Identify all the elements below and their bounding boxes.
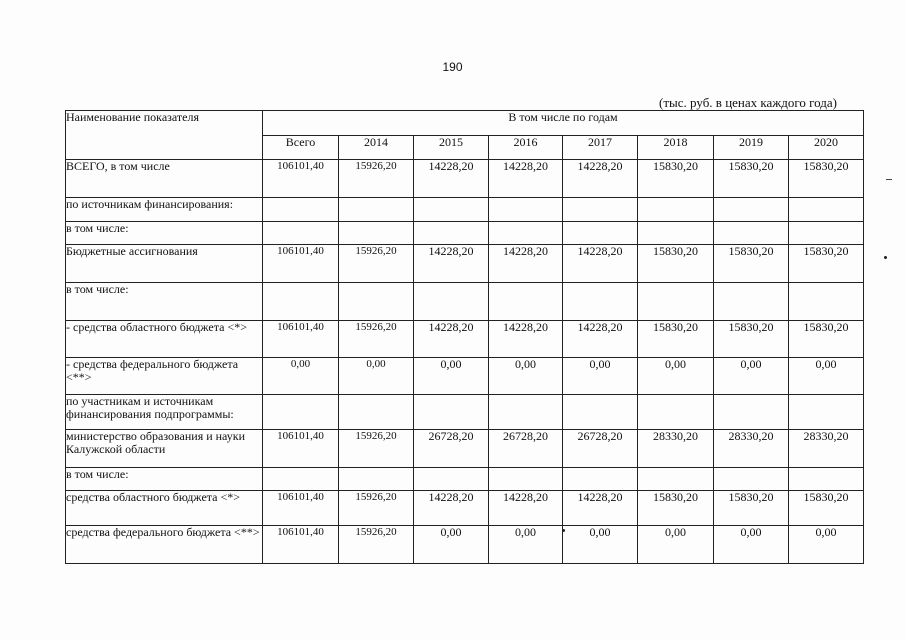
- value-cell: [638, 222, 714, 245]
- value-cell: 14228,20: [414, 321, 489, 358]
- value-cell: 0,00: [489, 358, 563, 395]
- row-label: - средства федерального бюджета <**>: [66, 358, 263, 395]
- value-cell: [489, 283, 563, 321]
- column-header: 2019: [714, 136, 789, 160]
- value-cell: [714, 283, 789, 321]
- value-cell: 28330,20: [638, 430, 714, 468]
- value-cell: [263, 395, 339, 430]
- value-cell: [489, 222, 563, 245]
- value-cell: 15830,20: [638, 491, 714, 526]
- value-cell: [563, 222, 638, 245]
- value-cell: 15830,20: [714, 321, 789, 358]
- value-cell: [263, 198, 339, 222]
- value-cell: 106101,40: [263, 430, 339, 468]
- value-cell: [714, 395, 789, 430]
- value-cell: [263, 468, 339, 491]
- value-cell: 0,00: [414, 526, 489, 564]
- column-header: 2014: [339, 136, 414, 160]
- value-cell: [563, 395, 638, 430]
- column-header: 2016: [489, 136, 563, 160]
- value-cell: 106101,40: [263, 526, 339, 564]
- value-cell: 14228,20: [489, 160, 563, 198]
- value-cell: 14228,20: [414, 160, 489, 198]
- column-header: Всего: [263, 136, 339, 160]
- value-cell: 15926,20: [339, 321, 414, 358]
- value-cell: 26728,20: [563, 430, 638, 468]
- row-label: в том числе:: [66, 222, 263, 245]
- value-cell: [339, 395, 414, 430]
- value-cell: 14228,20: [563, 160, 638, 198]
- row-label: в том числе:: [66, 283, 263, 321]
- value-cell: [339, 283, 414, 321]
- value-cell: [489, 198, 563, 222]
- value-cell: 15830,20: [789, 321, 864, 358]
- table-row: [66, 526, 864, 564]
- table-row: [66, 245, 864, 283]
- value-cell: [789, 283, 864, 321]
- years-group-header: В том числе по годам: [263, 111, 864, 136]
- value-cell: 14228,20: [563, 245, 638, 283]
- value-cell: 15926,20: [339, 526, 414, 564]
- value-cell: [638, 283, 714, 321]
- value-cell: [414, 283, 489, 321]
- value-cell: [414, 198, 489, 222]
- value-cell: 0,00: [638, 526, 714, 564]
- row-label: по участникам и источникам финансирования подпрограммы:: [66, 395, 263, 430]
- value-cell: [789, 395, 864, 430]
- value-cell: [563, 198, 638, 222]
- value-cell: 15830,20: [714, 245, 789, 283]
- value-cell: 15926,20: [339, 160, 414, 198]
- value-cell: [489, 395, 563, 430]
- value-cell: 15830,20: [638, 245, 714, 283]
- value-cell: [563, 468, 638, 491]
- row-label: по источникам финансирования:: [66, 198, 263, 222]
- value-cell: [638, 198, 714, 222]
- units-note: (тыс. руб. в ценах каждого года): [659, 95, 837, 110]
- value-cell: 0,00: [714, 526, 789, 564]
- value-cell: 14228,20: [563, 491, 638, 526]
- value-cell: 15830,20: [789, 245, 864, 283]
- name-header: Наименование показателя: [66, 111, 263, 160]
- column-header: 2020: [789, 136, 864, 160]
- scan-speck: [562, 529, 565, 532]
- value-cell: [563, 283, 638, 321]
- value-cell: 28330,20: [789, 430, 864, 468]
- value-cell: 15830,20: [638, 160, 714, 198]
- table-row: [66, 491, 864, 526]
- value-cell: [714, 222, 789, 245]
- value-cell: 14228,20: [563, 321, 638, 358]
- value-cell: 15830,20: [789, 491, 864, 526]
- table-row: [66, 160, 864, 198]
- row-label: средства федерального бюджета <**>: [66, 526, 263, 564]
- value-cell: 0,00: [638, 358, 714, 395]
- table-row: [66, 283, 864, 321]
- table-row: [66, 395, 864, 430]
- table-row: [66, 468, 864, 491]
- value-cell: [714, 198, 789, 222]
- value-cell: 15830,20: [714, 160, 789, 198]
- value-cell: 0,00: [563, 358, 638, 395]
- scan-speck: [886, 179, 892, 180]
- value-cell: 26728,20: [489, 430, 563, 468]
- value-cell: 0,00: [563, 526, 638, 564]
- value-cell: 0,00: [489, 526, 563, 564]
- value-cell: [638, 468, 714, 491]
- column-header: 2015: [414, 136, 489, 160]
- value-cell: [489, 468, 563, 491]
- value-cell: 106101,40: [263, 160, 339, 198]
- value-cell: [789, 222, 864, 245]
- value-cell: [414, 395, 489, 430]
- table-row: [66, 198, 864, 222]
- row-label: средства областного бюджета <*>: [66, 491, 263, 526]
- value-cell: 0,00: [789, 526, 864, 564]
- value-cell: 106101,40: [263, 321, 339, 358]
- value-cell: 15926,20: [339, 245, 414, 283]
- value-cell: 0,00: [263, 358, 339, 395]
- budget-table: [65, 110, 864, 564]
- value-cell: 15926,20: [339, 430, 414, 468]
- column-header: 2017: [563, 136, 638, 160]
- table-row: [66, 358, 864, 395]
- value-cell: [414, 222, 489, 245]
- value-cell: [414, 468, 489, 491]
- value-cell: 0,00: [714, 358, 789, 395]
- value-cell: 14228,20: [489, 491, 563, 526]
- page-number: 190: [442, 60, 463, 74]
- value-cell: [789, 468, 864, 491]
- value-cell: 106101,40: [263, 491, 339, 526]
- value-cell: 15830,20: [789, 160, 864, 198]
- value-cell: [263, 283, 339, 321]
- value-cell: [789, 198, 864, 222]
- value-cell: 15926,20: [339, 491, 414, 526]
- table-row: [66, 321, 864, 358]
- value-cell: 106101,40: [263, 245, 339, 283]
- value-cell: 14228,20: [414, 491, 489, 526]
- value-cell: [714, 468, 789, 491]
- value-cell: [339, 222, 414, 245]
- value-cell: 15830,20: [638, 321, 714, 358]
- value-cell: 26728,20: [414, 430, 489, 468]
- value-cell: 28330,20: [714, 430, 789, 468]
- row-label: Бюджетные ассигнования: [66, 245, 263, 283]
- row-label: в том числе:: [66, 468, 263, 491]
- value-cell: 15830,20: [714, 491, 789, 526]
- value-cell: 14228,20: [414, 245, 489, 283]
- row-label: - средства областного бюджета <*>: [66, 321, 263, 358]
- value-cell: 0,00: [339, 358, 414, 395]
- table-row: [66, 222, 864, 245]
- value-cell: [339, 198, 414, 222]
- value-cell: [638, 395, 714, 430]
- scan-speck: [884, 256, 887, 259]
- value-cell: 0,00: [789, 358, 864, 395]
- value-cell: [263, 222, 339, 245]
- value-cell: [339, 468, 414, 491]
- row-label: министерство образования и науки Калужской области: [66, 430, 263, 468]
- value-cell: 14228,20: [489, 245, 563, 283]
- value-cell: 14228,20: [489, 321, 563, 358]
- row-label: ВСЕГО, в том числе: [66, 160, 263, 198]
- column-header: 2018: [638, 136, 714, 160]
- value-cell: 0,00: [414, 358, 489, 395]
- table-row: [66, 430, 864, 468]
